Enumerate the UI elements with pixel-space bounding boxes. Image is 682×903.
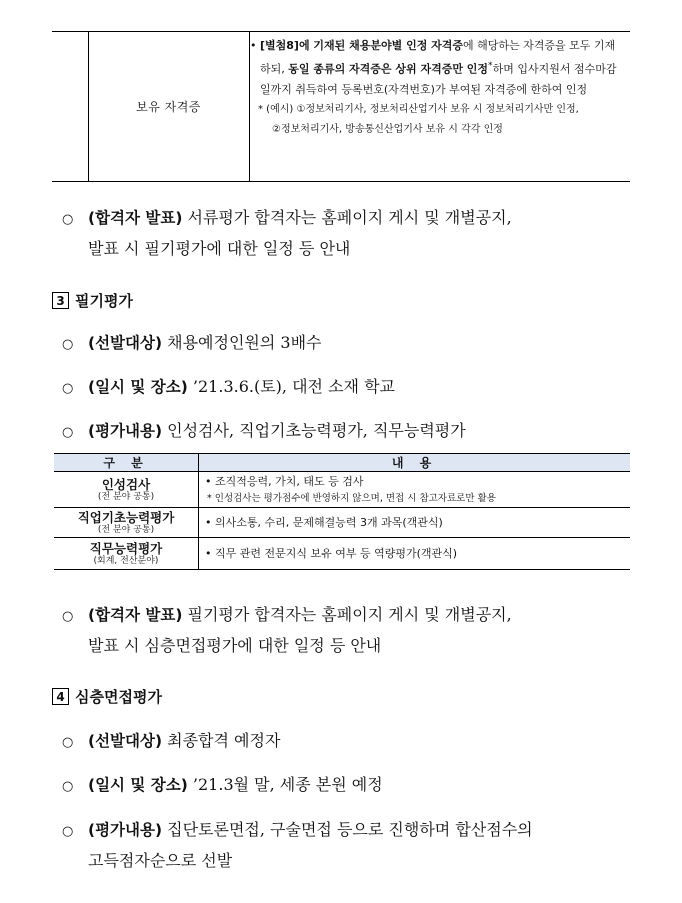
paragraph-content-4 — [62, 815, 642, 875]
table-row — [54, 508, 630, 538]
section-number-box: 3 — [52, 292, 69, 309]
footnote-mark: * — [488, 60, 493, 71]
content-text: 집단토론면접, 구술면접 등으로 진행하며 합산점수의 — [162, 820, 533, 839]
row-content: • 의사소통, 수리, 문제해결능력 3개 과목(객관식) — [199, 508, 631, 538]
announcement-text: 필기평가 합격자는 홈페이지 게시 및 개별공지, — [182, 605, 512, 624]
content-label: (평가내용) — [88, 821, 163, 839]
content-text-2: 고득점자순으로 선발 — [88, 851, 233, 870]
paragraph-announcement-2 — [62, 600, 642, 660]
bold-text-1: [별첨8]에 기재된 채용분야별 인정 자격증 — [260, 39, 464, 52]
section-number-box: 4 — [52, 688, 69, 705]
target-text: 최종합격 예정자 — [162, 731, 281, 750]
row-line-2: * 인성검사는 평가점수에 반영하지 않으며, 면접 시 참고자료로만 활용 — [207, 492, 496, 504]
circle-bullet-icon: ○ — [62, 735, 74, 750]
empty-cell — [52, 32, 89, 181]
announcement-label: (합격자 발표) — [88, 606, 183, 624]
row-title: 직무능력평가 — [89, 540, 163, 556]
table-row — [54, 538, 630, 570]
example-note-1: * (예시) ①정보처리기사, 정보처리산업기사 보유 시 정보처리기사만 인정, — [258, 103, 579, 115]
bullet-marker: • — [250, 39, 257, 52]
circle-bullet-icon: ○ — [62, 425, 74, 440]
row-content: • 직무 관련 전문지식 보유 여부 등 역량평가(객관식) — [199, 538, 631, 570]
qualification-bullet — [250, 36, 624, 100]
row-category — [54, 472, 199, 508]
header-category: 구 분 — [54, 454, 199, 472]
circle-bullet-icon: ○ — [62, 212, 74, 227]
text-1: 에 해당하는 자격증을 모두 기재하되, — [260, 39, 616, 76]
paragraph-target-3 — [62, 328, 642, 359]
row-title: 인성검사 — [101, 476, 151, 492]
paragraph-schedule-3 — [62, 372, 642, 403]
circle-bullet-icon: ○ — [62, 609, 74, 624]
schedule-text: ’21.3.6.(토), 대전 소재 학교 — [187, 377, 395, 396]
written-test-table — [54, 453, 630, 570]
row-category — [54, 508, 199, 538]
section-title: 심층면접평가 — [75, 688, 162, 706]
announcement-label: (합격자 발표) — [88, 209, 183, 227]
circle-bullet-icon: ○ — [62, 381, 74, 396]
section-heading-4 — [52, 686, 162, 707]
paragraph-announcement-1 — [62, 203, 642, 263]
paragraph-schedule-4 — [62, 770, 642, 801]
text-2: 하며 입사지원서 점수마감일까지 취득하여 등록번호(자격번호)가 부여된 자격증에 한하여 인정 — [260, 62, 617, 96]
content-text: 인성검사, 직업기초능력평가, 직무능력평가 — [162, 421, 466, 440]
row-subtitle: (회계, 전산분야) — [93, 555, 159, 566]
section-heading-3 — [52, 290, 133, 311]
row-subtitle: (전 분야 공통) — [97, 524, 155, 535]
schedule-label: (일시 및 장소) — [88, 776, 188, 794]
paragraph-content-3 — [62, 416, 642, 447]
row-content — [199, 472, 631, 508]
target-label: (선발대상) — [88, 732, 163, 750]
content-label: (평가내용) — [88, 422, 163, 440]
announcement-text-2: 발표 시 필기평가에 대한 일정 등 안내 — [88, 239, 351, 258]
target-text: 채용예정인원의 3배수 — [162, 333, 322, 352]
target-label: (선발대상) — [88, 334, 163, 352]
announcement-text-2: 발표 시 심층면접평가에 대한 일정 등 안내 — [88, 636, 382, 655]
table-row — [54, 472, 630, 508]
circle-bullet-icon: ○ — [62, 779, 74, 794]
example-note-2: ②정보처리기사, 방송통신산업기사 보유 시 각각 인정 — [272, 123, 503, 135]
paragraph-target-4 — [62, 726, 642, 757]
qualification-detail — [250, 36, 624, 140]
section-title: 필기평가 — [75, 292, 133, 310]
bold-text-2: 동일 종류의 자격증은 상위 자격증만 인정 — [288, 62, 489, 76]
row-label: 보유 자격증 — [88, 32, 250, 181]
row-line-1: • 조직적응력, 가치, 태도 등 검사 — [205, 474, 364, 488]
row-category — [54, 538, 199, 570]
row-subtitle: (전 분야 공통) — [97, 491, 155, 502]
row-title: 직업기초능력평가 — [77, 509, 175, 525]
circle-bullet-icon: ○ — [62, 337, 74, 352]
table-header-row — [54, 454, 630, 472]
schedule-text: ’21.3월 말, 세종 본원 예정 — [187, 775, 383, 794]
header-content: 내 용 — [199, 454, 631, 472]
announcement-text: 서류평가 합격자는 홈페이지 게시 및 개별공지, — [182, 208, 512, 227]
circle-bullet-icon: ○ — [62, 824, 74, 839]
schedule-label: (일시 및 장소) — [88, 378, 188, 396]
qualification-table — [52, 31, 630, 182]
